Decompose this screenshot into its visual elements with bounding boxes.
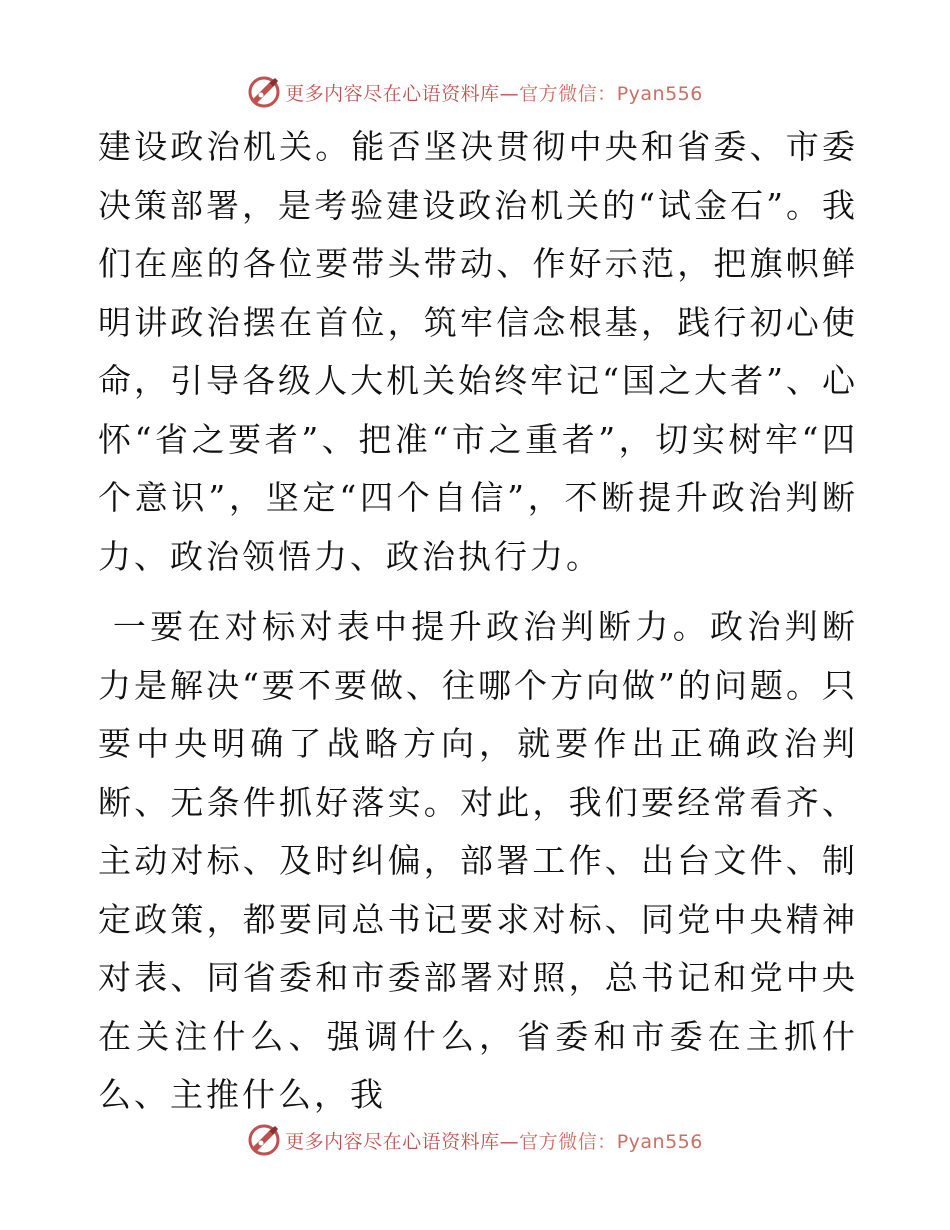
document-body (98, 118, 858, 1125)
logo-icon (247, 1123, 281, 1157)
paragraph-1: 建设政治机关。能否坚决贯彻中央和省委、市委决策部署，是考验建设政治机关的“试金石”。我们在座的各位要带头带动、作好示范，把旗帜鲜明讲政治摆在首位，筑牢信念根基，践行初心使命，引导各级人大机关始终牢记“国之大者”、心怀“省之要者”、把准“市之重者”，切实树牢“四个意识”，坚定“四个自信”，不断提升政治判断力、政治领悟力、政治执行力。 (98, 127, 858, 576)
header-site-text: 更多内容尽在心语资料库 (285, 82, 500, 105)
footer-separator: — (499, 1130, 520, 1153)
header-separator: — (499, 82, 520, 105)
footer-text (285, 1127, 703, 1154)
header-text (285, 79, 703, 106)
header-banner (0, 72, 950, 112)
logo-icon (247, 75, 281, 109)
footer-contact-id: Pyan556 (616, 1130, 703, 1153)
footer-contact-label: 官方微信： (519, 1130, 617, 1153)
footer-site-text: 更多内容尽在心语资料库 (285, 1130, 500, 1153)
paragraph-2: 一要在对标对表中提升政治判断力。政治判断力是解决“要不要做、往哪个方向做”的问题。只要中央明确了战略方向，就要作出正确政治判断、无条件抓好落实。对此，我们要经常看齐、主动对标、及时纠偏，部署工作、出台文件、制定政策，都要同总书记要求对标、同党中央精神对表、同省委和市委部署对照，总书记和党中央在关注什么、强调什么，省委和市委在主抓什么、主推什么，我 (98, 607, 859, 1114)
footer-banner (0, 1120, 950, 1160)
header-contact-label: 官方微信： (519, 82, 617, 105)
header-contact-id: Pyan556 (616, 82, 703, 105)
